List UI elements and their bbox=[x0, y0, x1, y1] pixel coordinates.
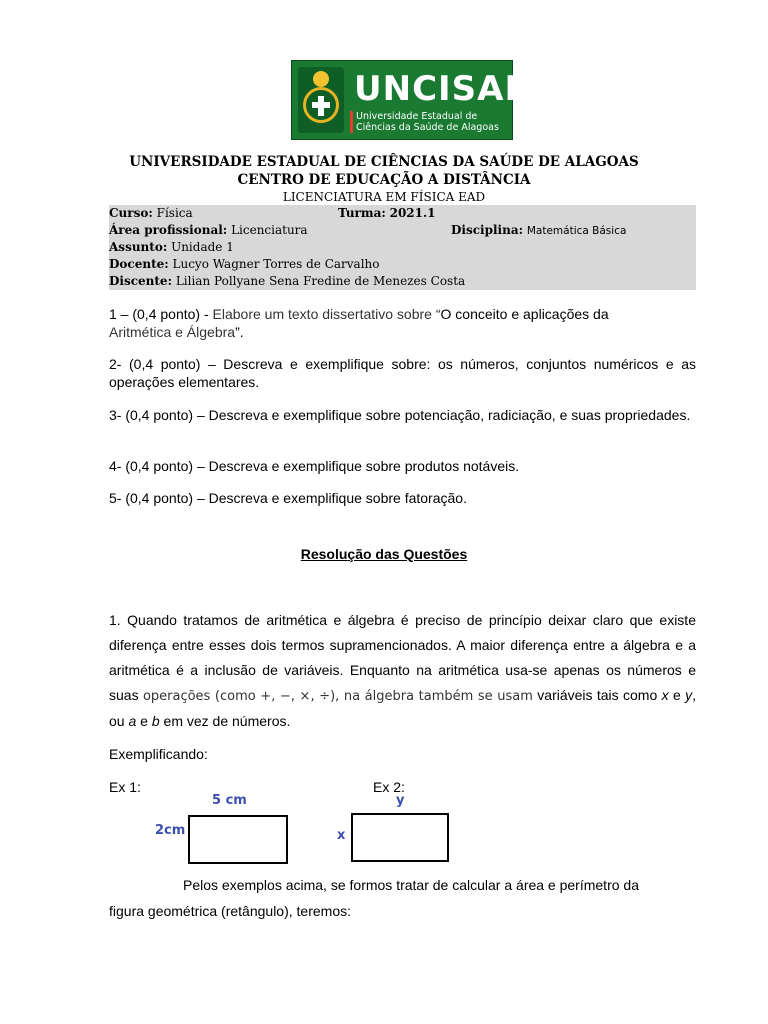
area-label: Área profissional: bbox=[109, 223, 228, 237]
question-5: 5- (0,4 ponto) – Descreva e exemplifique sobre fatoração. bbox=[109, 490, 467, 506]
logo-accent-bar bbox=[350, 111, 353, 133]
uncisal-logo bbox=[291, 60, 528, 140]
turma-label: Turma: bbox=[338, 206, 386, 220]
info-row-curso bbox=[109, 205, 193, 222]
p1-or: , ou bbox=[109, 687, 696, 729]
resolution-paragraph-2-line-1: Pelos exemplos acima, se formos tratar de calcular a área e perímetro da bbox=[183, 877, 639, 893]
docente-label: Docente: bbox=[109, 257, 169, 271]
info-row-docente bbox=[109, 256, 380, 273]
q1-line2: Aritmética e Álgebra bbox=[109, 324, 236, 340]
logo-subtitle: Universidade Estadual de Ciências da Saúde de Alagoas bbox=[356, 111, 499, 133]
var-a: a bbox=[128, 713, 137, 729]
p1-and-1: e bbox=[668, 687, 686, 703]
info-row-disciplina bbox=[451, 222, 626, 239]
assunto-label: Assunto: bbox=[109, 240, 168, 254]
ex2-rectangle bbox=[351, 813, 449, 862]
p1-and-2: e bbox=[136, 713, 152, 729]
resolution-paragraph-1 bbox=[109, 608, 696, 734]
question-4: 4- (0,4 ponto) – Descreva e exemplifique sobre produtos notáveis. bbox=[109, 458, 520, 474]
var-b: b bbox=[151, 713, 160, 729]
info-row-assunto bbox=[109, 239, 234, 256]
question-3: 3- (0,4 ponto) – Descreva e exemplifique sobre potenciação, radiciação, e suas propriedades. bbox=[109, 407, 691, 423]
turma-value: 2021.1 bbox=[389, 206, 436, 220]
p1-text-b: variáveis tais como bbox=[532, 687, 662, 703]
p1-end: em vez de números. bbox=[159, 713, 291, 729]
disciplina-value: Matemática Básica bbox=[526, 225, 627, 237]
area-value: Licenciatura bbox=[231, 223, 308, 237]
ex1-width-label: 5 cm bbox=[212, 793, 247, 808]
docente-value: Lucyo Wagner Torres de Carvalho bbox=[172, 257, 380, 271]
ex1-rectangle bbox=[188, 815, 288, 864]
info-row-turma bbox=[338, 205, 436, 222]
header-university: UNIVERSIDADE ESTADUAL DE CIÊNCIAS DA SAÚDE DE ALAGOAS bbox=[129, 154, 639, 170]
p1-text-a: 1. Quando tratamos de aritmética e álgebra é preciso de princípio deixar claro que existe diferença entre esses dois termos supramencionados. A maior diferença entre a álgebra e a aritmética é a inclusão de variáveis. Enquanto na aritmética usa-se apenas os números e suas bbox=[109, 612, 696, 703]
q1-prefix: 1 – (0,4 ponto) - bbox=[109, 306, 213, 322]
discente-label: Discente: bbox=[109, 274, 172, 288]
university-emblem-icon bbox=[298, 67, 344, 133]
info-row-area bbox=[109, 222, 308, 239]
info-table bbox=[109, 205, 696, 290]
curso-label: Curso: bbox=[109, 206, 153, 220]
disciplina-label: Disciplina: bbox=[451, 223, 524, 237]
exemplificando-label: Exemplificando: bbox=[109, 746, 208, 762]
header-course: LICENCIATURA EM FÍSICA EAD bbox=[282, 190, 486, 204]
discente-value: Lilian Pollyane Sena Fredine de Menezes Costa bbox=[175, 274, 466, 288]
ex1-height-label: 2cm bbox=[155, 823, 186, 838]
p1-operations: operações (como +, −, ×, ÷), na álgebra também se usam bbox=[142, 689, 533, 704]
resolution-title: Resolução das Questões bbox=[300, 546, 468, 562]
q1-end: ”. bbox=[235, 324, 244, 340]
q1-light: Elabore um texto dissertativo sobre “ bbox=[212, 306, 441, 322]
info-row-discente bbox=[109, 273, 465, 290]
resolution-paragraph-2-line-2: figura geométrica (retângulo), teremos: bbox=[109, 903, 351, 919]
curso-value: Física bbox=[156, 206, 193, 220]
logo-title: UNCISAL bbox=[354, 69, 528, 109]
var-y: y bbox=[685, 687, 693, 703]
example-1-label: Ex 1: bbox=[109, 779, 141, 795]
example-2-label: Ex 2: bbox=[373, 779, 405, 795]
q1-quote: O conceito e aplicações da bbox=[440, 306, 609, 322]
question-2: 2- (0,4 ponto) – Descreva e exemplifique sobre: os números, conjuntos numéricos e as operações elementares. bbox=[109, 356, 696, 390]
assunto-value: Unidade 1 bbox=[171, 240, 234, 254]
ex2-width-label: y bbox=[396, 793, 405, 808]
header-center: CENTRO DE EDUCAÇÃO A DISTÂNCIA bbox=[237, 172, 531, 188]
question-1 bbox=[109, 305, 696, 341]
var-x: x bbox=[661, 687, 669, 703]
ex2-height-label: x bbox=[337, 828, 346, 843]
